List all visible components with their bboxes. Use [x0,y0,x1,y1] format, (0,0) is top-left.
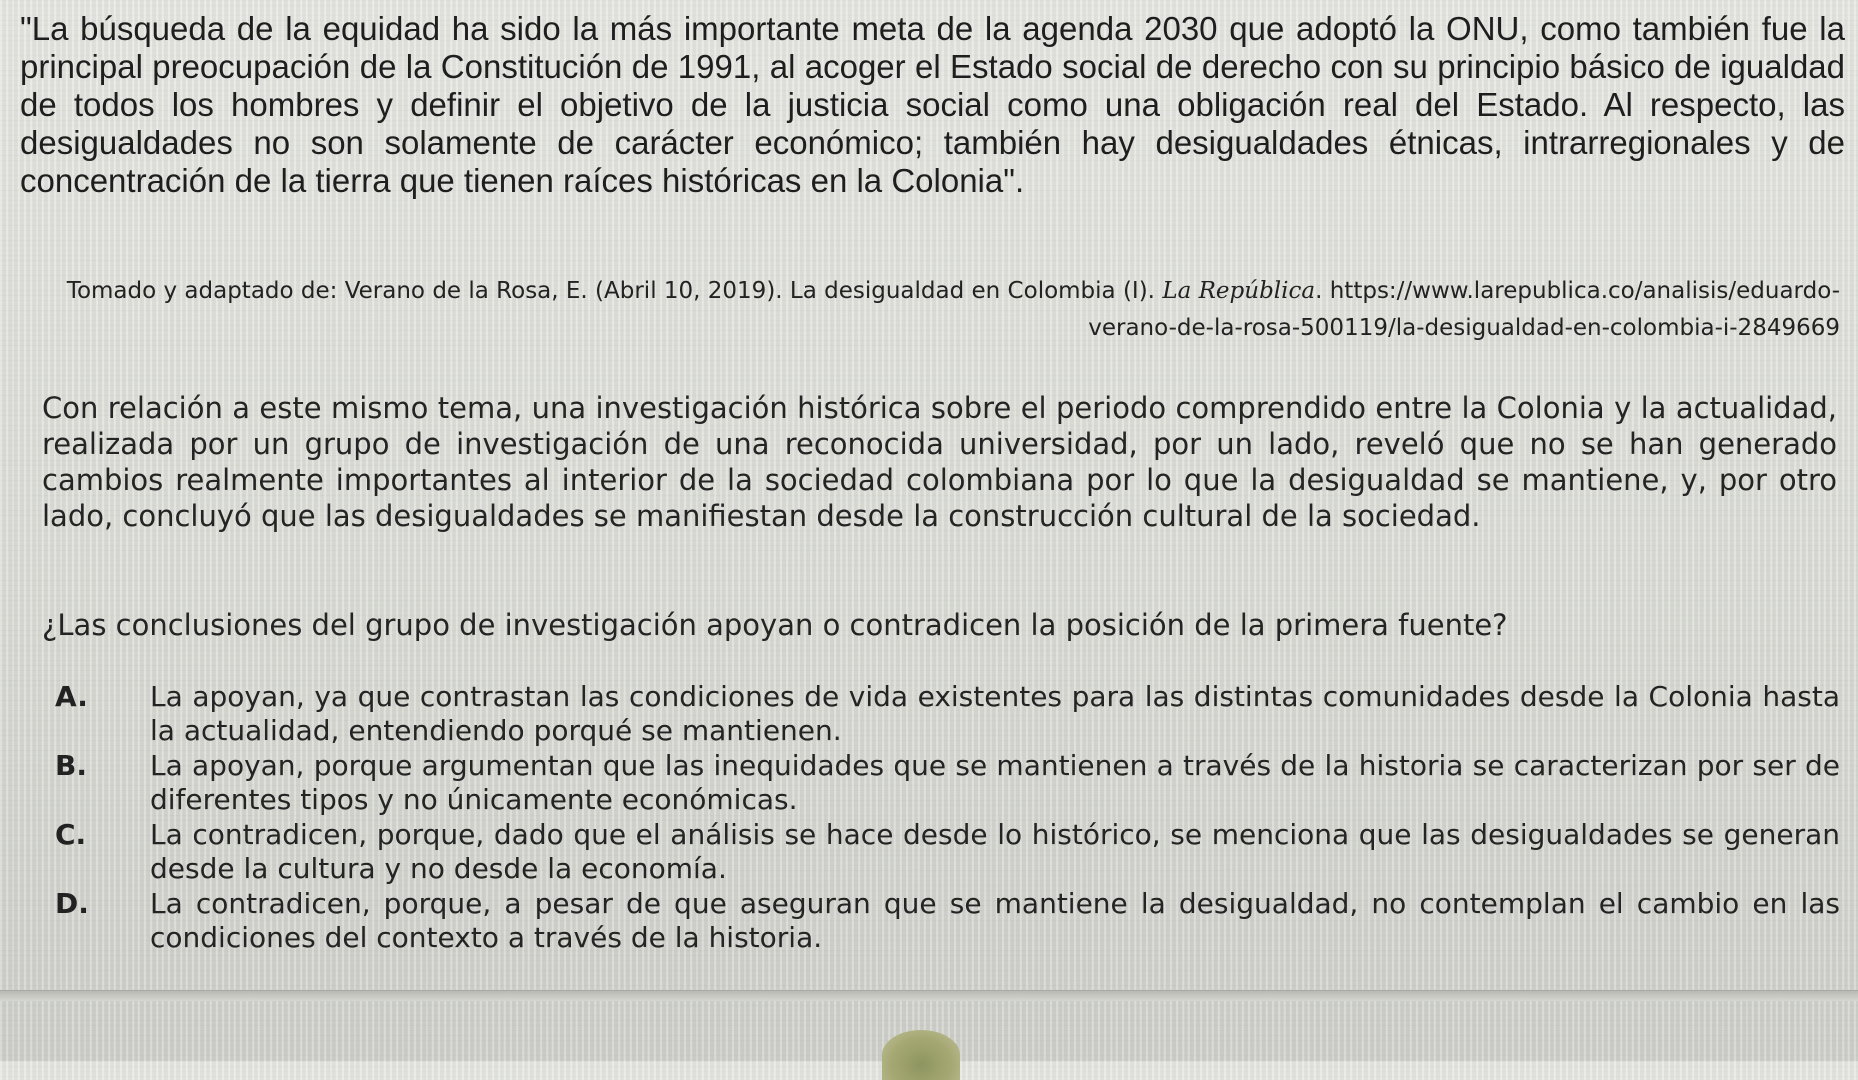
question-prompt: ¿Las conclusiones del grupo de investigación apoyan o contradicen la posición de la primera fuente? [42,608,1508,642]
option-text: La apoyan, porque argumentan que las inequidades que se mantienen a través de la historia se caracterizan por ser de diferentes tipos y no únicamente económicas. [150,749,1840,816]
answer-options [55,680,1840,956]
option-c[interactable] [55,818,1840,886]
option-text: La contradicen, porque, dado que el análisis se hace desde lo histórico, se menciona que las desigualdades se generan desde la cultura y no desde la economía. [150,818,1840,885]
bottom-edge-object [882,1030,960,1080]
option-letter: D. [55,887,89,920]
citation-source-name: La República [1162,278,1316,304]
option-letter: B. [55,749,87,782]
option-text: La apoyan, ya que contrastan las condiciones de vida existentes para las distintas comunidades desde la Colonia hasta la actualidad, entendiendo porqué se mantienen. [150,680,1840,747]
page-bottom-rule [0,990,1858,1001]
option-d[interactable] [55,887,1840,955]
option-a[interactable] [55,680,1840,748]
option-b[interactable] [55,749,1840,817]
option-letter: C. [55,818,87,851]
option-letter: A. [55,680,88,713]
citation-prefix: Tomado y adaptado de: Verano de la Rosa, E. (Abril 10, 2019). La desigualdad en Colombia (I). [66,278,1163,304]
context-paragraph: Con relación a este mismo tema, una investigación histórica sobre el periodo comprendido entre la Colonia y la actualidad, realizada por un grupo de investigación de una reconocida universidad, por un lado, reveló que no se han generado cambios realmente importantes al interior de la sociedad colombiana por lo que la desigualdad se mantiene, y, por otro lado, concluyó que las desigualdades se manifiestan desde la construcción cultural de la sociedad. [42,391,1837,533]
source-citation [55,273,1840,347]
citation-suffix: . https://www.larepublica.co/analisis/eduardo-verano-de-la-rosa-500119/la-desigualdad-en-colombia-i-2849669 [1088,278,1840,341]
option-text: La contradicen, porque, a pesar de que aseguran que se mantiene la desigualdad, no contemplan el cambio en las condiciones del contexto a través de la historia. [150,887,1840,954]
source-quote: "La búsqueda de la equidad ha sido la más importante meta de la agenda 2030 que adoptó la ONU, como también fue la principal preocupación de la Constitución de 1991, al acoger el Estado social de derecho con su principio básico de igualdad de todos los hombres y definir el objetivo de la justicia social como una obligación real del Estado. Al respecto, las desigualdades no son solamente de carácter económico; también hay desigualdades étnicas, intrarregionales y de concentración de la tierra que tienen raíces históricas en la Colonia". [20,10,1845,199]
